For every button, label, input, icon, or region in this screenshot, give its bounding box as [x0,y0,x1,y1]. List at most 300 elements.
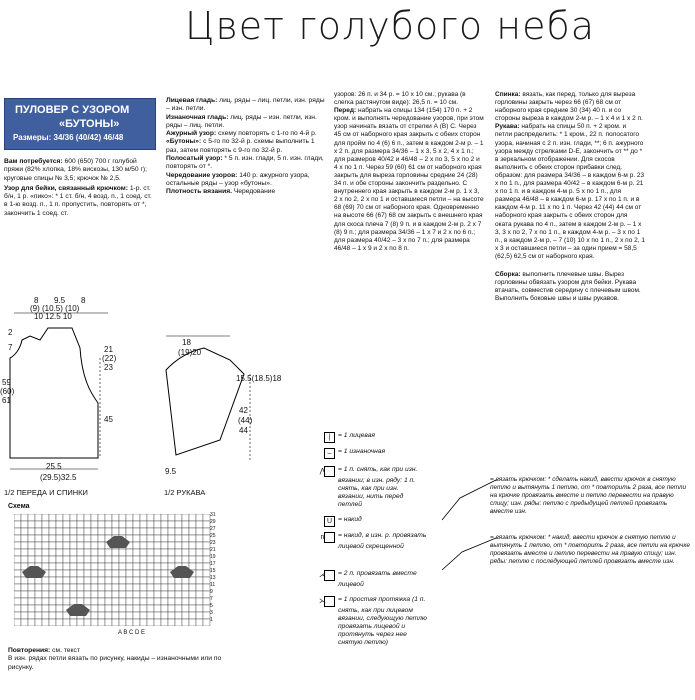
chart-cell [140,542,147,549]
chart-cell [161,514,168,521]
chart-cell [21,556,28,563]
chart-cell [140,563,147,570]
chart-cell [182,612,189,619]
chart-cell [105,549,112,556]
chart-cell [56,535,63,542]
chart-cell [133,549,140,556]
chart-cell [63,563,70,570]
chart-cell [140,535,147,542]
chart-cell [35,598,42,605]
chart-cell [56,563,63,570]
chart-cell [35,577,42,584]
chart-cell [147,521,154,528]
legend-text: = 2 п. провязать вместе лицевой [338,570,417,588]
chart-cell [35,528,42,535]
chart-cell [70,563,77,570]
chart-cell [126,514,133,521]
sleeve-length-2: (44) [238,416,253,425]
chart-cell [28,619,35,626]
chart-cell [56,584,63,591]
chart-cell [196,619,203,626]
chart-cell [42,549,49,556]
chart-cell [77,556,84,563]
chart-cell [189,542,196,549]
sleeve-cap-height: 15.5(18.5)18 [236,374,282,383]
chart-cell [42,556,49,563]
chart-cell [133,584,140,591]
chart-cell [49,549,56,556]
chart-cell [182,528,189,535]
chart-cell [98,584,105,591]
legend-item [324,432,444,443]
legend-text: = 1 простая протяжка (1 п. снять, как при лицевом вязании, следующую петлю провязать лицевой и протянуть через нее снятую петлю) [338,596,427,646]
chart-cell [133,605,140,612]
chart-cell [126,612,133,619]
chart-cell [147,577,154,584]
yarn-over-symbol-icon: U [324,516,335,527]
chart-cell [126,619,133,626]
chart-cell [63,570,70,577]
chart-cell [21,535,28,542]
chart-cell [56,598,63,605]
sleeve-bottom-width: 9.5 [165,467,177,476]
chart-cell [112,549,119,556]
chart-cell [49,612,56,619]
chart-cell [84,591,91,598]
chart-cell [196,584,203,591]
chart-cell [70,577,77,584]
chart-cell [91,584,98,591]
chart-cell [189,584,196,591]
chart-cell [147,563,154,570]
chart-cell [140,591,147,598]
chart-cell [126,584,133,591]
chart-cell [56,570,63,577]
chart-cell [28,598,35,605]
chart-cell [154,542,161,549]
sleeve-caption: 1/2 РУКАВА [164,488,206,497]
chart-cell [182,542,189,549]
pattern-name: ПУЛОВЕР С УЗОРОМ [15,104,130,116]
chart-cell [147,556,154,563]
front-back-schematic [0,288,160,503]
chart-cell [112,584,119,591]
chart-cell [119,521,126,528]
chart-cell [196,549,203,556]
chart-cell [126,528,133,535]
materials-text: 600 (650) 700 г голубой пряжи (82% хлопка, 18% вискозы, 130 м/50 г); круговые спицы № 3,5; крючок № 2,5. [4,158,147,182]
chart-cell [119,528,126,535]
chart-cell [56,556,63,563]
chart-cell [133,577,140,584]
chart-cell [28,549,35,556]
chart-cell [98,570,105,577]
chart-cell [14,577,21,584]
chart-cell [84,542,91,549]
chart-cell [140,556,147,563]
alternation-text: 140 р. ажурного узора, остальные ряды – узор «бутоны». [166,171,310,187]
chart-cell [28,591,35,598]
chart-cell [126,605,133,612]
chart-cell [14,556,21,563]
chart-cell [189,619,196,626]
chart-cell [98,577,105,584]
chart-cell [77,584,84,591]
chart-cell [203,570,210,577]
chart-cell [28,612,35,619]
chart-cell [77,598,84,605]
front-dim-l2: 7 [8,343,13,352]
chart-cell [77,542,84,549]
sleeves-text: набрать на спицы 50 п. + 2 кром. и петли распределить: * 1 кром., 22 п. полосатого узора, начиная с 2 п. изн. глади, **; 6 п. ажурного узора между стрелками D-E, закончить от ** до * в зеркальном отображении. Для скосов выполнить с обеих сторон прибавки след. образом: для размера 34/36 – в каждом 6-м р. 23 х по 1 п., для размера 40/42 – в каждом 6-м р. 21 х по 1 п. и в каждом 4-м р. 5 х по 1 п., для размера 46/48 – в каждом 6-м р. 17 х по 1 п. и в каждом 4-м р. 11 х по 1 п. Через 42 (44) 44 см от наборного края закрыть с обеих сторон для оката рукава по 4 п., затем в каждом 2-м р. – 1 х 3, 3 х по 2, 7 х по 1 п., в каждом 4-м р. – 3 х по 1 п., в каждом 2-м р. – 7 (10) 10 х по 1 п., 2 х по 2, 1 х 3 и оставшиеся петли – за один прием = 58,5 (62,5) 62,5 см от наборного края. [495,123,645,260]
chart-cell [203,556,210,563]
chart-cell [56,514,63,521]
chart-cell [35,619,42,626]
sleeve-outline [166,348,244,455]
chart-cell [175,612,182,619]
chart-cell [140,521,147,528]
chart-cell [196,563,203,570]
chart-cell [147,619,154,626]
buds-text: с 5-го по 32-й р. схемы выполнить 1 раз, затем повторять с 9-го по 32-й р. [166,138,315,154]
chart-cell [84,514,91,521]
chart-cell [154,619,161,626]
chart-cell [84,598,91,605]
chart-cell [196,570,203,577]
body-width-2: (29.5)32.5 [40,473,77,482]
chart-cell [175,521,182,528]
chart-cell [84,563,91,570]
k2tog-symbol-icon: ⋌ [324,570,335,581]
chart-cell [98,598,105,605]
chart-cell [56,577,63,584]
chart-cell [21,619,28,626]
chart-cell [35,549,42,556]
chart-cell [133,535,140,542]
chart-cell [28,584,35,591]
chart-cell [21,605,28,612]
chart-cell [98,549,105,556]
chart-cell [133,591,140,598]
chart-cell [49,584,56,591]
chart-cell [21,612,28,619]
chart-cell [56,619,63,626]
front-label: Перед: [334,107,357,115]
chart-cell [196,542,203,549]
legend-item [319,466,426,509]
chart-cell [49,535,56,542]
chart-cell [189,577,196,584]
chart-cell [105,605,112,612]
density-label: Плотность вязания. [166,188,232,196]
chart-cell [140,577,147,584]
back-text: вязать, как перед, только для выреза горловины закрыть через 66 (67) 68 см от наборного края средние 30 (34) 40 п. и со стороны выреза в каждом 2-м р. – 1 х 4 и 1 х 2 п. [495,91,643,123]
chart-cell [161,556,168,563]
stockinette-text: лиц. ряды – лиц. петли, изн. ряды – изн. петли. [166,97,325,113]
chart-cell [49,521,56,528]
chart-cell [42,591,49,598]
chart-cell [84,528,91,535]
front-top-dim-3: 8 [81,296,86,305]
chart-cell [196,535,203,542]
armhole-height: 21 [104,345,113,354]
repeats-text: см. текст [52,647,80,654]
chart-cell [14,549,21,556]
chart-cell [133,514,140,521]
chart-cell [14,528,21,535]
chart-cell [42,577,49,584]
chart-cell [133,521,140,528]
chart-cell [133,570,140,577]
chart-cell [154,535,161,542]
lace-text: схему повторять с 1-го по 4-й р. [218,130,317,138]
chart-cell [42,514,49,521]
legend-text: = 1 п. снять, как при изн. вязании; в изн. ряду: 1 п. снять, как при изн. вязании, нить перед петлей [338,466,418,508]
chart-cell [84,577,91,584]
chart-cell [84,521,91,528]
chart-cell [42,619,49,626]
chart-cell [98,535,105,542]
chart-cell [28,528,35,535]
chart-cell [154,521,161,528]
chart-cell [203,612,210,619]
alternation-label: Чередование узоров: [166,171,238,179]
chart-cell [63,584,70,591]
chart-cell [35,605,42,612]
chart-cell [161,563,168,570]
stripe-label: Полосатый узор: [166,155,223,163]
chart-cell [63,619,70,626]
chart-cell [147,605,154,612]
chart-cell [56,521,63,528]
chart-cell [203,514,210,521]
chart-cell [21,528,28,535]
chart-cell [168,514,175,521]
bracket-top [442,480,496,520]
chart-cell [203,549,210,556]
chart-cell [168,605,175,612]
legend-text: = накид, в изн. р. провязать лицевой скрещенной [338,532,427,550]
chart-cell [91,521,98,528]
chart-row-number: 25 [210,533,216,539]
chart-cell [21,577,28,584]
repeats-label: Повторения: [8,647,51,654]
chart-row-number: 5 [210,603,213,609]
chart-cell [126,556,133,563]
chart-cell [21,584,28,591]
chart-cell [105,528,112,535]
chart-cell [49,591,56,598]
chart-cell [91,598,98,605]
chart-cell [119,612,126,619]
chart-cell [14,570,21,577]
front-top-dim-row3: 10 12.5 10 [34,312,72,321]
chart-cell [98,612,105,619]
chart-cell [112,570,119,577]
chart-cell [35,556,42,563]
armhole-height-3: 23 [104,363,113,372]
crochet-note-1: = вязать крючком: * сделать накид, ввести крючок в снятую петлю и вытянуть 1 петлю, от * повторить 2 раза, все петли на крючке провязать вместе и петлю перевести на правую спицу; изн. ряды: петлю с предыдущей петлей провязать вместе изн. [490,476,687,515]
front-text: набрать на спицы 134 (154) 170 п. + 2 кром. и выполнять чередование узоров, при этом узор начинать вязать от стрелки А (В) С. Через 45 см от наборного края закрыть с обеих сторон для пройм по 4 (6) 6 п., затем в каждом 2-м р. – 1 х 2 п. для размера 34/36 – 1 х 3, 5 х 2, 4 х 1 п.; для размеров 40/42 и 46/48 – 2 х по 3, 5 х по 2 и 4 х по 1 п. Через 59 (60) 61 см от наборного края закрыть для выреза горловины средние 24 (28) 34 п. и обе стороны закончить раздельно. С внутреннего края закрыть в каждом 2-м р. 1 х 3, 2 х по 2, 2 х по 1 и оставшиеся петли – на высоте 68 (69) 70 см от наборного края. Одновременно на высоте 66 (67) 68 см закрыть с внешнего края для скоса плеча 7 (8) 9 п. и в каждом 2-м р. 2 х 7 (8) 9 п.; для размера 34/36 – 1 х 7 и 2 х по 6 п.; для размера 40/42 – 3 х по 7 п.; для размера 46/48 – 1 х 9 и 2 х по 8 п. [334,107,484,252]
legend-item [319,570,430,589]
chart-cell [147,542,154,549]
chart-row-number: 9 [210,589,213,595]
chart-cell [56,605,63,612]
sleeve-length-3: 44 [239,426,248,435]
chart-cell [147,612,154,619]
chart-cell [161,591,168,598]
chart-cell [49,619,56,626]
legend-item [324,448,444,459]
sleeve-length-1: 42 [239,406,248,415]
chart-notes [8,647,223,672]
density-continued: узоров: 26 п. и 34 р. = 10 х 10 см.; рукава (в слегка растянутом виде): 26,5 п. = 10 см. [334,91,466,107]
chart-cell [189,521,196,528]
chart-cell [91,542,98,549]
chart-cell [91,556,98,563]
knitting-chart [14,514,212,626]
chart-cell [119,549,126,556]
chart-cell [119,570,126,577]
chart-cell [112,521,119,528]
chart-cell [98,563,105,570]
chart-cell [189,598,196,605]
chart-cell [77,535,84,542]
chart-cell [182,591,189,598]
chart-cell [182,577,189,584]
armhole-height-2: (22) [102,354,117,363]
chart-cell [21,598,28,605]
lace-label: Ажурный узор: [166,130,217,138]
chart-cell [161,605,168,612]
chart-cell [175,535,182,542]
chart-cell [70,528,77,535]
chart-cell [168,528,175,535]
chart-row-number: 23 [210,540,216,546]
chart-cell [70,542,77,549]
chart-cell [154,598,161,605]
chart-cell [112,514,119,521]
chart-cell [28,535,35,542]
legend-item [324,516,444,527]
chart-cell [35,584,42,591]
legend [319,432,444,682]
legend-item [320,532,430,551]
chart-cell [175,542,182,549]
chart-cell [147,570,154,577]
chart-cell [133,619,140,626]
chart-cell [133,556,140,563]
sleeve-top-width: 18 [182,338,191,347]
chart-cell [70,584,77,591]
chart-cell [70,619,77,626]
chart-cell [126,563,133,570]
chart-cell [147,528,154,535]
chart-cell [98,605,105,612]
edge-text: 1-р. ст. б/н, 1 р. «пико»: * 1 ст. б/н, 4 возд. п., 1 соед. ст. в 1-ю возд. п., 1 п. пропустить, повторять от *, закончить 1 соед. ст. [4,184,152,217]
density-text: Чередование [233,188,276,196]
chart-cell [196,556,203,563]
chart-cell [182,584,189,591]
chart-cell [35,535,42,542]
chart-cell [154,584,161,591]
chart-cell [154,612,161,619]
chart-cell [35,542,42,549]
chart-cell [49,570,56,577]
chart-cell [112,556,119,563]
chart-cell [154,605,161,612]
chart-cell [98,542,105,549]
chart-cell [182,619,189,626]
chart-cell [119,556,126,563]
legend-text: = 1 лицевая [338,432,376,439]
chart-cell [203,521,210,528]
chart-cell [140,605,147,612]
chart-cell [77,591,84,598]
chart-cell [21,549,28,556]
chart-cell [189,528,196,535]
chart-cell [112,563,119,570]
chart-cell [112,598,119,605]
chart-cell [168,619,175,626]
slip-symbol-icon: ⋀ [324,466,335,477]
chart-cell [140,570,147,577]
chart-cell [203,605,210,612]
chart-cell [133,528,140,535]
chart-cell [84,584,91,591]
chart-cell [161,570,168,577]
chart-cell [147,535,154,542]
chart-cell [70,521,77,528]
chart-cell [196,598,203,605]
chart-cell [91,605,98,612]
chart-cell [168,521,175,528]
chart-cell [77,514,84,521]
chart-cell [105,570,112,577]
chart-cell [175,528,182,535]
legend-item [319,596,430,647]
chart-cell [196,528,203,535]
chart-cell [161,619,168,626]
chart-cell [189,514,196,521]
chart-cell [182,521,189,528]
chart-cell [70,598,77,605]
chart-cell [28,605,35,612]
assembly-text: выполнить плечевые швы. Вырез горловины обвязать узором для бейки. Рукава втачать, совместив середину с плечевым швом. Выполнить боковые швы и швы рукавов. [495,270,641,303]
chart-cell [182,549,189,556]
chart-cell [105,577,112,584]
chart-cell [49,556,56,563]
chart-cell [182,514,189,521]
chart-cell [14,584,21,591]
chart-cell [49,563,56,570]
chart-cell [49,542,56,549]
chart-cell [203,542,210,549]
chart-cell [175,584,182,591]
chart-cell [119,619,126,626]
chart-cell [14,563,21,570]
chart-cell [182,556,189,563]
chart-cell [77,570,84,577]
chart-cell [35,521,42,528]
chart-cell [35,591,42,598]
chart-cell [84,535,91,542]
chart-row-number: 19 [210,554,216,560]
edge-label: Узор для бейки, связанный крючком: [4,184,128,192]
chart-cell [105,619,112,626]
chart-cell [42,612,49,619]
chart-cell [161,521,168,528]
